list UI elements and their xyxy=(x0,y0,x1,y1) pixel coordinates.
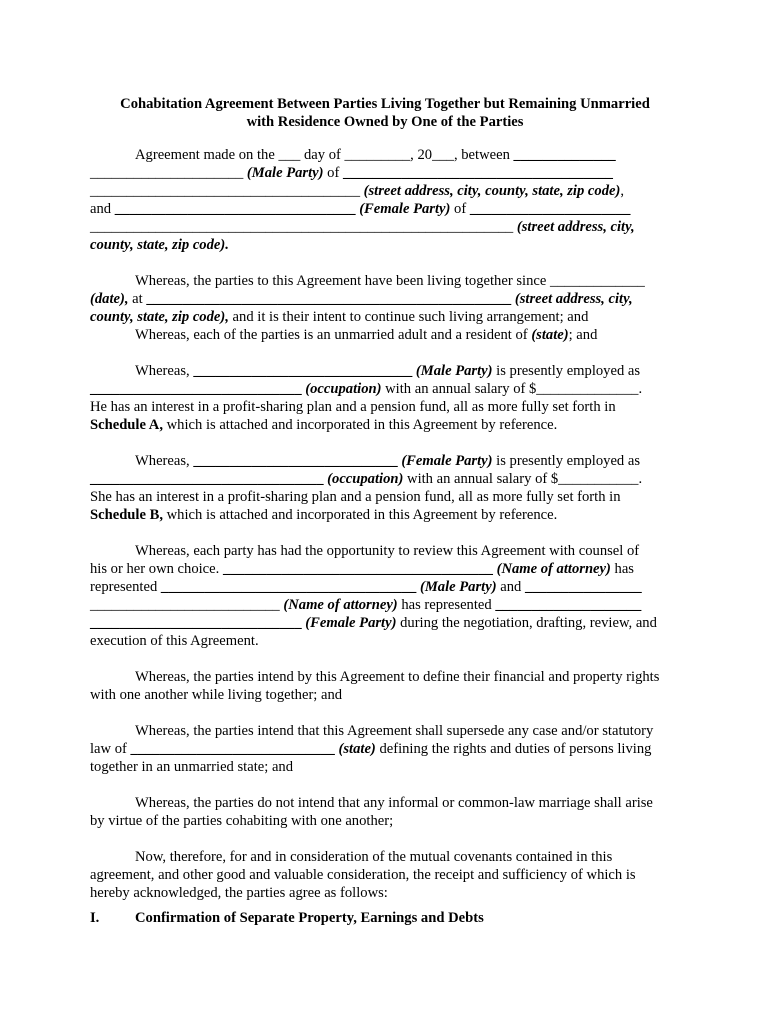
text: Whereas, each of the parties is an unmarried adult and a resident of xyxy=(135,327,532,343)
text-line: Whereas, the parties intend by this Agreement to define their financial and property rights xyxy=(135,669,660,685)
text: Agreement made on the ___ day of _________, 20___, between xyxy=(135,147,514,163)
section-heading xyxy=(90,909,484,927)
placeholder-label: (Female Party) xyxy=(305,615,397,631)
blank: ____________________ xyxy=(495,597,642,613)
schedule-reference: Schedule B, xyxy=(90,507,163,523)
placeholder-label: (Female Party) xyxy=(401,453,493,469)
text-line: Now, therefore, for and in consideration of the mutual covenants contained in this xyxy=(135,849,613,865)
text-line: Whereas, the parties intend that this Agreement shall supersede any case and/or statutory xyxy=(135,723,654,739)
blank: __________________________________________________________ xyxy=(90,219,517,235)
paragraph-no-marriage xyxy=(90,794,678,830)
schedule-reference: Schedule A, xyxy=(90,417,163,433)
text-line: Whereas, the parties do not intend that any informal or common-law marriage shall arise xyxy=(135,795,653,811)
text: Whereas, xyxy=(135,453,194,469)
placeholder-label: (occupation) xyxy=(327,471,404,487)
paragraph-now-therefore xyxy=(90,848,678,902)
blank: _____________________________________ xyxy=(342,165,613,181)
text: of xyxy=(450,201,470,217)
text: and xyxy=(496,579,525,595)
text: which is attached and incorporated in this Agreement by reference. xyxy=(162,417,558,433)
blank: ________________________________ xyxy=(90,471,328,487)
placeholder-label: (Name of attorney) xyxy=(283,597,398,613)
paragraph-living-together xyxy=(90,272,678,344)
placeholder-label: (state) xyxy=(531,327,569,343)
text-line: agreement, and other good and valuable consideration, the receipt and sufficiency of which is xyxy=(90,867,636,883)
text: during the negotiation, drafting, review, and xyxy=(396,615,657,631)
placeholder-label: (Male Party) xyxy=(415,363,493,379)
text-line: She has an interest in a profit-sharing plan and a pension fund, all as more fully set forth in xyxy=(90,489,621,505)
text: ; and xyxy=(568,327,598,343)
blank: ____________________________ xyxy=(130,741,339,757)
text: represented xyxy=(90,579,161,595)
blank: ________________ xyxy=(524,579,642,595)
text-line: execution of this Agreement. xyxy=(90,633,259,649)
blank: ___________________________________ xyxy=(160,579,420,595)
placeholder-label: (Name of attorney) xyxy=(496,561,611,577)
blank: ______________ xyxy=(513,147,616,163)
text: , xyxy=(620,183,624,199)
section-title: Confirmation of Separate Property, Earnings and Debts xyxy=(135,910,484,926)
text: which is attached and incorporated in this Agreement by reference. xyxy=(162,507,558,523)
text: with an annual salary of $___________. xyxy=(403,471,643,487)
paragraph-male-employment xyxy=(90,362,678,434)
text: is presently employed as xyxy=(492,453,641,469)
blank: _____________________________________ xyxy=(90,183,364,199)
text-line: He has an interest in a profit-sharing plan and a pension fund, all as more fully set forth in xyxy=(90,399,616,415)
text: with an annual salary of $______________. xyxy=(381,381,643,397)
paragraph-intent-rights xyxy=(90,668,678,704)
text: at xyxy=(128,291,147,307)
placeholder-label: (occupation) xyxy=(305,381,382,397)
placeholder-label: county, state, zip code). xyxy=(90,237,229,253)
document-body xyxy=(90,146,678,902)
text-line: with one another while living together; and xyxy=(90,687,343,703)
text-line: Whereas, the parties to this Agreement have been living together since _____________ xyxy=(135,273,645,289)
blank: _________________________________ xyxy=(114,201,360,217)
text: has xyxy=(610,561,634,577)
placeholder-label: (Male Party) xyxy=(419,579,497,595)
placeholder-label: (street address, city, xyxy=(516,219,635,235)
text: defining the rights and duties of persons living xyxy=(375,741,652,757)
placeholder-label: (street address, city, county, state, zip code) xyxy=(363,183,621,199)
blank: _____________________________________ xyxy=(222,561,497,577)
placeholder-label: county, state, zip code), xyxy=(90,309,229,325)
blank: ____________________________ xyxy=(193,453,402,469)
paragraph-female-employment xyxy=(90,452,678,524)
placeholder-label: (state) xyxy=(338,741,376,757)
paragraph-agreement-parties xyxy=(90,146,678,254)
text-line: by virtue of the parties cohabiting with one another; xyxy=(90,813,394,829)
text: and xyxy=(90,201,115,217)
text-line: together in an unmarried state; and xyxy=(90,759,294,775)
text-line: Whereas, each party has had the opportunity to review this Agreement with counsel of xyxy=(135,543,640,559)
text: his or her own choice. xyxy=(90,561,223,577)
paragraph-counsel xyxy=(90,542,678,650)
blank: _____________________ xyxy=(90,165,247,181)
title-line-2: with Residence Owned by One of the Parties xyxy=(246,114,524,130)
blank: __________________________________________________ xyxy=(146,291,515,307)
title-line-1: Cohabitation Agreement Between Parties Living Together but Remaining Unmarried xyxy=(120,96,650,112)
blank: ______________________________ xyxy=(193,363,416,379)
placeholder-label: (Female Party) xyxy=(359,201,451,217)
section-number: I. xyxy=(90,910,100,926)
text: Whereas, xyxy=(135,363,194,379)
text: is presently employed as xyxy=(492,363,641,379)
blank: _____________________________ xyxy=(90,381,306,397)
blank: ______________________ xyxy=(469,201,631,217)
document-title xyxy=(90,95,680,131)
placeholder-label: (street address, city, xyxy=(514,291,633,307)
placeholder-label: (date), xyxy=(90,291,129,307)
text: of xyxy=(323,165,343,181)
blank: __________________________ xyxy=(90,597,284,613)
text: and it is their intent to continue such living arrangement; and xyxy=(228,309,589,325)
text-line: hereby acknowledged, the parties agree as follows: xyxy=(90,885,388,901)
placeholder-label: (Male Party) xyxy=(246,165,324,181)
paragraph-supersede-law xyxy=(90,722,678,776)
text: has represented xyxy=(397,597,496,613)
blank: _____________________________ xyxy=(90,615,306,631)
text: law of xyxy=(90,741,131,757)
